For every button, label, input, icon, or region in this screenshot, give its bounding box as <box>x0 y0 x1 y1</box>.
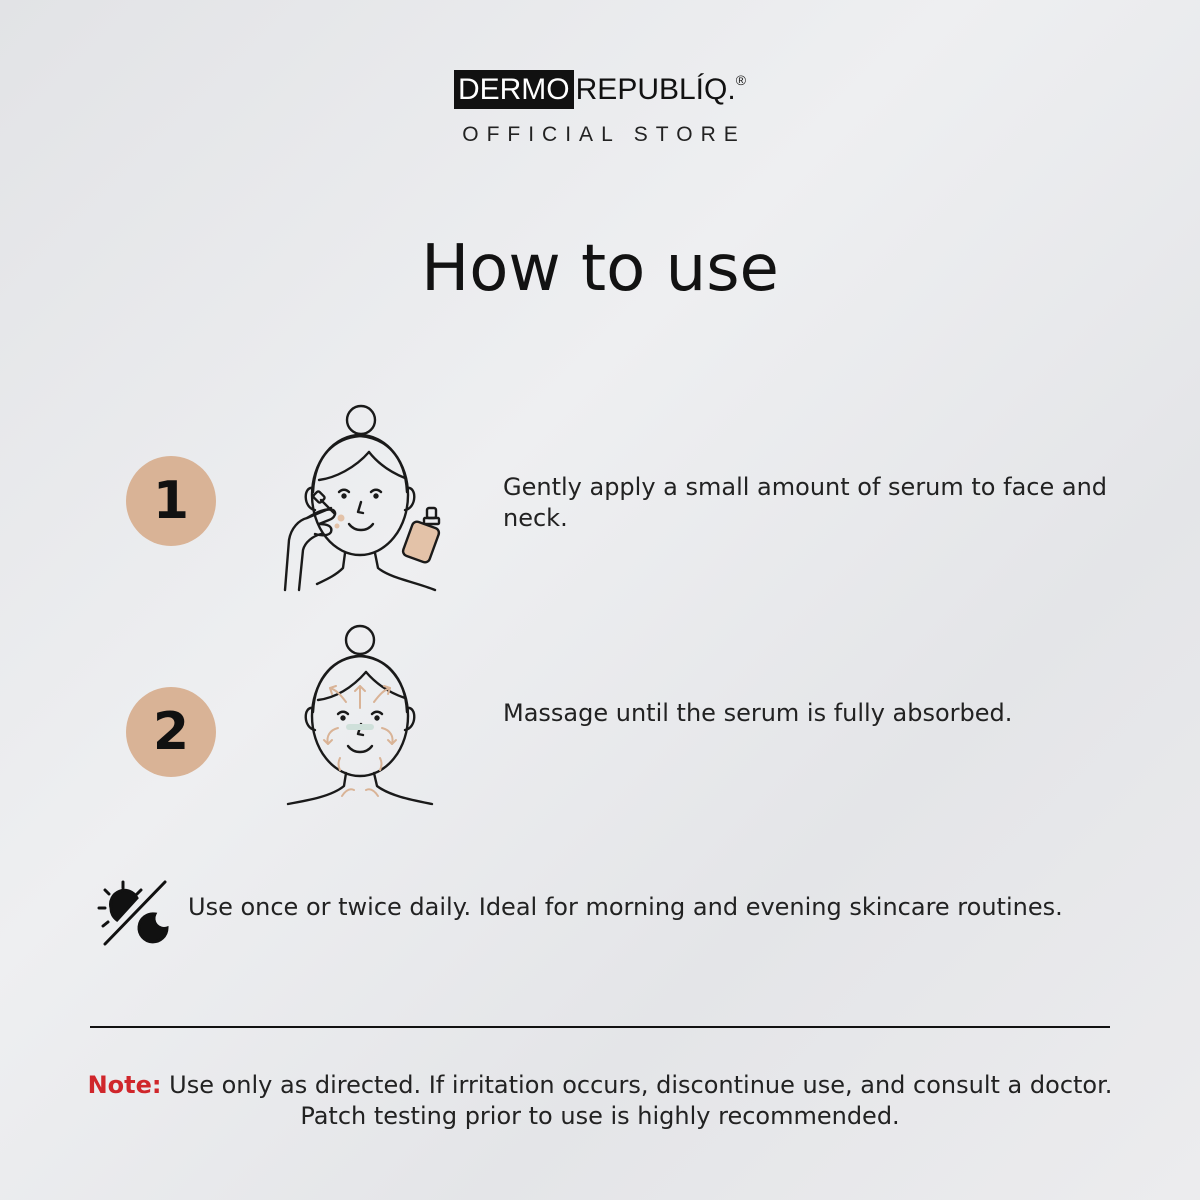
note-line-1 <box>40 1070 1160 1101</box>
logo-dark-part: DERMO <box>454 70 574 109</box>
note-text-1: Use only as directed. If irritation occurs, discontinue use, and consult a doctor. <box>161 1071 1113 1099</box>
usage-frequency-text: Use once or twice daily. Ideal for morning and evening skincare routines. <box>188 893 1063 921</box>
face-massage-icon <box>280 620 445 814</box>
step-2-badge <box>126 687 216 777</box>
note-label: Note: <box>87 1071 162 1099</box>
note-block <box>40 1070 1160 1132</box>
face-apply-serum-icon <box>275 400 445 599</box>
official-store-label: OFFICIAL STORE <box>462 123 746 146</box>
step-1-text: Gently apply a small amount of serum to face and neck. <box>503 473 1108 532</box>
step-1-number: 1 <box>152 471 190 531</box>
logo-light-part: REPUBLÍQ. <box>575 72 736 106</box>
divider <box>90 1026 1110 1028</box>
page-title: How to use <box>421 232 779 306</box>
brand-logo <box>454 70 746 109</box>
registered-mark: ® <box>735 71 747 88</box>
note-line-2: Patch testing prior to use is highly recommended. <box>300 1102 900 1130</box>
step-2-text: Massage until the serum is fully absorbed. <box>503 699 1013 727</box>
step-1-badge <box>126 456 216 546</box>
brand-header <box>0 70 1200 147</box>
step-2-number: 2 <box>152 702 190 762</box>
day-night-icon <box>95 878 175 954</box>
